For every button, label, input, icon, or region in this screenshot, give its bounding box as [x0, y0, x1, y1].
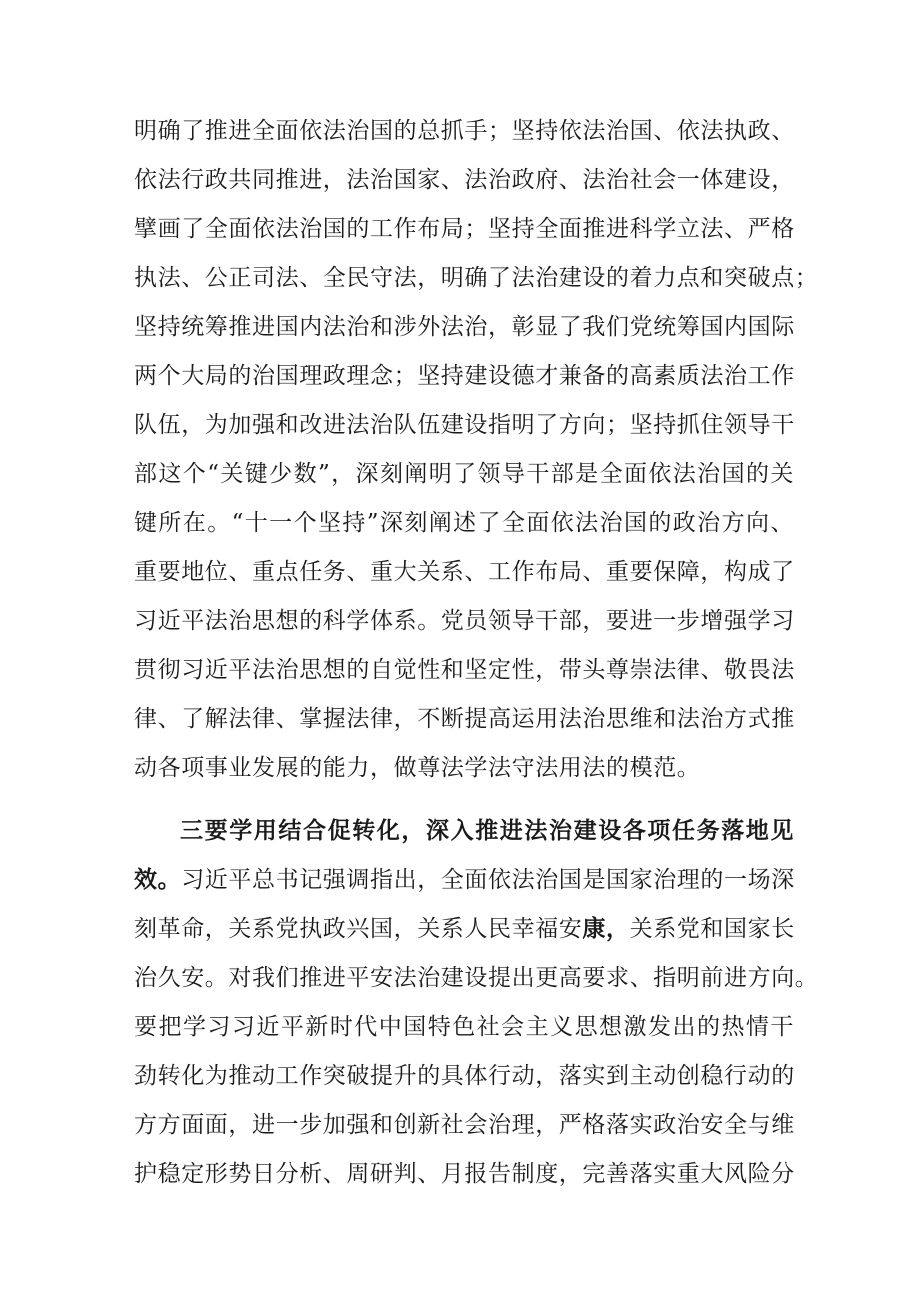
paragraph-2-line: 方方面面，进一步加强和创新社会治理，严格落实政治安全与维 [134, 1112, 795, 1138]
paragraph-2-line: 要把学习习近平新时代中国特色社会主义思想激发出的热情干 [134, 1014, 794, 1040]
paragraph-1-line: 两个大局的治国理政理念；坚持建设德才兼备的高素质法治工作 [134, 363, 795, 389]
paragraph-2-line [134, 860, 794, 900]
paragraph-1-line: 执法、公正司法、全民守法，明确了法治建设的着力点和突破点； [134, 265, 819, 291]
paragraph-2-text: 刻革命，关系党执政兴国，关系人民幸福安 [134, 916, 583, 942]
paragraph-2-line: 护稳定形势日分析、周研判、月报告制度，完善落实重大风险分 [134, 1161, 795, 1187]
paragraph-1-last-line: 动各项事业发展的能力，做尊法学法守法用法的模范。 [134, 755, 701, 781]
paragraph-1-line: 擘画了全面依法治国的工作布局；坚持全面推进科学立法、严格 [134, 216, 795, 242]
paragraph-1-line: 依法行政共同推进，法治国家、法治政府、法治社会一体建设， [134, 167, 795, 193]
paragraph-1-line: 律、了解法律、掌握法律，不断提高运用法治思维和法治方式推 [134, 706, 795, 732]
paragraph-1-line: 重要地位、重点任务、重大关系、工作布局、重要保障，构成了 [134, 559, 795, 585]
paragraph-2-bold-text: 康， [582, 915, 630, 942]
paragraph-1-line: 贯彻习近平法治思想的自觉性和坚定性，带头尊崇法律、敬畏法 [134, 657, 795, 683]
paragraph-1-line: 坚持统筹推进国内法治和涉外法治，彰显了我们党统筹国内国际 [134, 314, 795, 340]
paragraph-1-line: 队伍，为加强和改进法治队伍建设指明了方向；坚持抓住领导干 [134, 412, 795, 438]
paragraph-2-heading-end: 效。 [134, 866, 182, 893]
paragraph-2-text: 关系党和国家长 [629, 916, 795, 942]
paragraph-1-line: 部这个“关键少数”，深刻阐明了领导干部是全面依法治国的关 [134, 461, 794, 487]
paragraph-2-line [134, 909, 794, 949]
paragraph-1-line: 习近平法治思想的科学体系。党员领导干部，要进一步增强学习 [134, 608, 795, 634]
paragraph-1-line: 明确了推进全面依法治国的总抓手；坚持依法治国、依法执政、 [134, 118, 795, 144]
paragraph-2-line: 劲转化为推动工作突破提升的具体行动，落实到主动创稳行动的 [134, 1063, 795, 1089]
paragraph-2-heading-line: 三要学用结合促转化，深入推进法治建设各项任务落地见 [180, 817, 794, 844]
paragraph-2-line: 治久安。对我们推进平安法治建设提出更高要求、指明前进方向。 [134, 965, 819, 991]
paragraph-1-line: 键所在。“十一个坚持”深刻阐述了全面依法治国的政治方向、 [134, 510, 794, 536]
paragraph-2-text: 习近平总书记强调指出，全面依法治国是国家治理的一场深 [181, 867, 795, 893]
